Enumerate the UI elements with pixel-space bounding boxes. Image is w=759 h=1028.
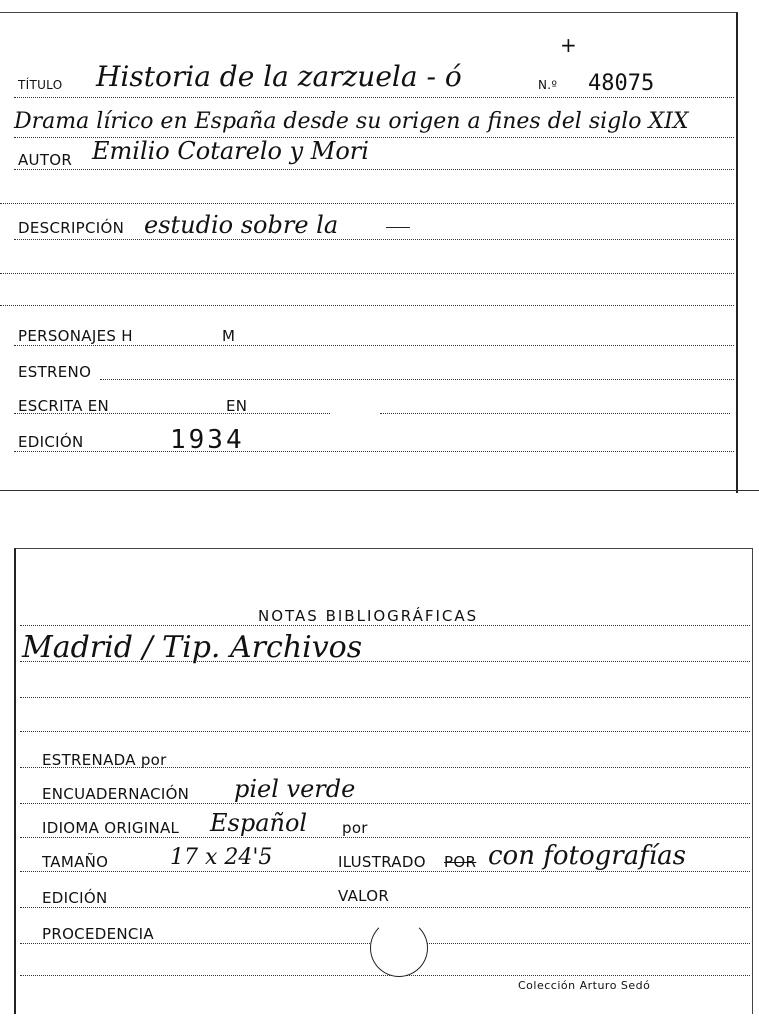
titulo-continuation: Drama lírico en España desde su origen a fines del siglo XIX	[14, 109, 689, 134]
rule-last	[20, 975, 750, 976]
titulo-label: TÍTULO	[18, 78, 63, 92]
autor-value: Emilio Cotarelo y Mori	[92, 137, 369, 165]
punch-hole	[330, 393, 380, 437]
idioma-label: IDIOMA ORIGINAL	[42, 819, 180, 837]
tamano-value: 17 x 24'5	[170, 845, 273, 870]
rule-heading	[20, 625, 750, 626]
estrenada-label: ESTRENADA por	[42, 751, 167, 769]
escrita-label: ESCRITA EN	[18, 397, 110, 415]
back-edicion-label: EDICIÓN	[42, 889, 108, 907]
rule-encuadernacion	[20, 803, 750, 804]
ilustrado-por-label: POR	[444, 853, 477, 871]
tamano-label: TAMAÑO	[42, 853, 109, 871]
rule-edicion	[14, 451, 734, 452]
punch-hole-back	[370, 919, 428, 977]
catalog-card-back	[14, 548, 753, 1014]
estreno-label: ESTRENO	[18, 363, 92, 381]
rule-estrenada	[20, 767, 750, 768]
rule-personajes	[14, 345, 734, 346]
rule-blank-3	[0, 305, 734, 306]
encuadernacion-value: piel verde	[234, 775, 356, 803]
personajes-m-label: M	[222, 327, 236, 345]
rule-escrita-left	[14, 413, 334, 414]
valor-label: VALOR	[338, 887, 390, 905]
personajes-label: PERSONAJES H	[18, 327, 133, 345]
edicion-label: EDICIÓN	[18, 433, 84, 451]
catalog-card-front	[0, 12, 738, 493]
ilustrado-value: con fotografías	[488, 841, 686, 871]
rule-notas-1	[20, 661, 750, 662]
handwritten-mark: +	[560, 33, 577, 57]
descripcion-value: estudio sobre la	[144, 211, 339, 239]
escrita-en-label: EN	[226, 397, 248, 415]
idioma-por-label: por	[342, 819, 368, 837]
rule-estreno	[100, 379, 734, 380]
rule-descripcion	[14, 239, 734, 240]
idioma-value: Español	[210, 809, 308, 837]
card-separator-line	[0, 490, 759, 491]
collection-footer: Colección Arturo Sedó	[518, 979, 651, 992]
autor-label: AUTOR	[18, 151, 73, 169]
rule-escrita-right	[380, 413, 730, 414]
rule-autor	[14, 169, 734, 170]
ilustrado-label: ILUSTRADO	[338, 853, 426, 871]
descripcion-label: DESCRIPCIÓN	[18, 219, 125, 237]
numero-value: 48075	[588, 71, 655, 96]
edicion-value: 1934	[170, 425, 245, 455]
rule-notas-3	[20, 731, 750, 732]
descripcion-dash	[386, 227, 410, 228]
numero-label: N.º	[538, 78, 558, 92]
rule-titulo	[14, 97, 734, 98]
titulo-value: Historia de la zarzuela - ó	[96, 60, 462, 93]
rule-blank-2	[0, 273, 734, 274]
notas-value: Madrid / Tip. Archivos	[22, 630, 363, 665]
rule-idioma	[20, 837, 750, 838]
rule-edicion-back	[20, 907, 750, 908]
rule-tamano	[20, 871, 750, 872]
rule-notas-2	[20, 697, 750, 698]
procedencia-label: PROCEDENCIA	[42, 925, 154, 943]
encuadernacion-label: ENCUADERNACIÓN	[42, 785, 190, 803]
rule-blank-1	[0, 203, 734, 204]
notas-heading: NOTAS BIBLIOGRÁFICAS	[258, 607, 479, 625]
